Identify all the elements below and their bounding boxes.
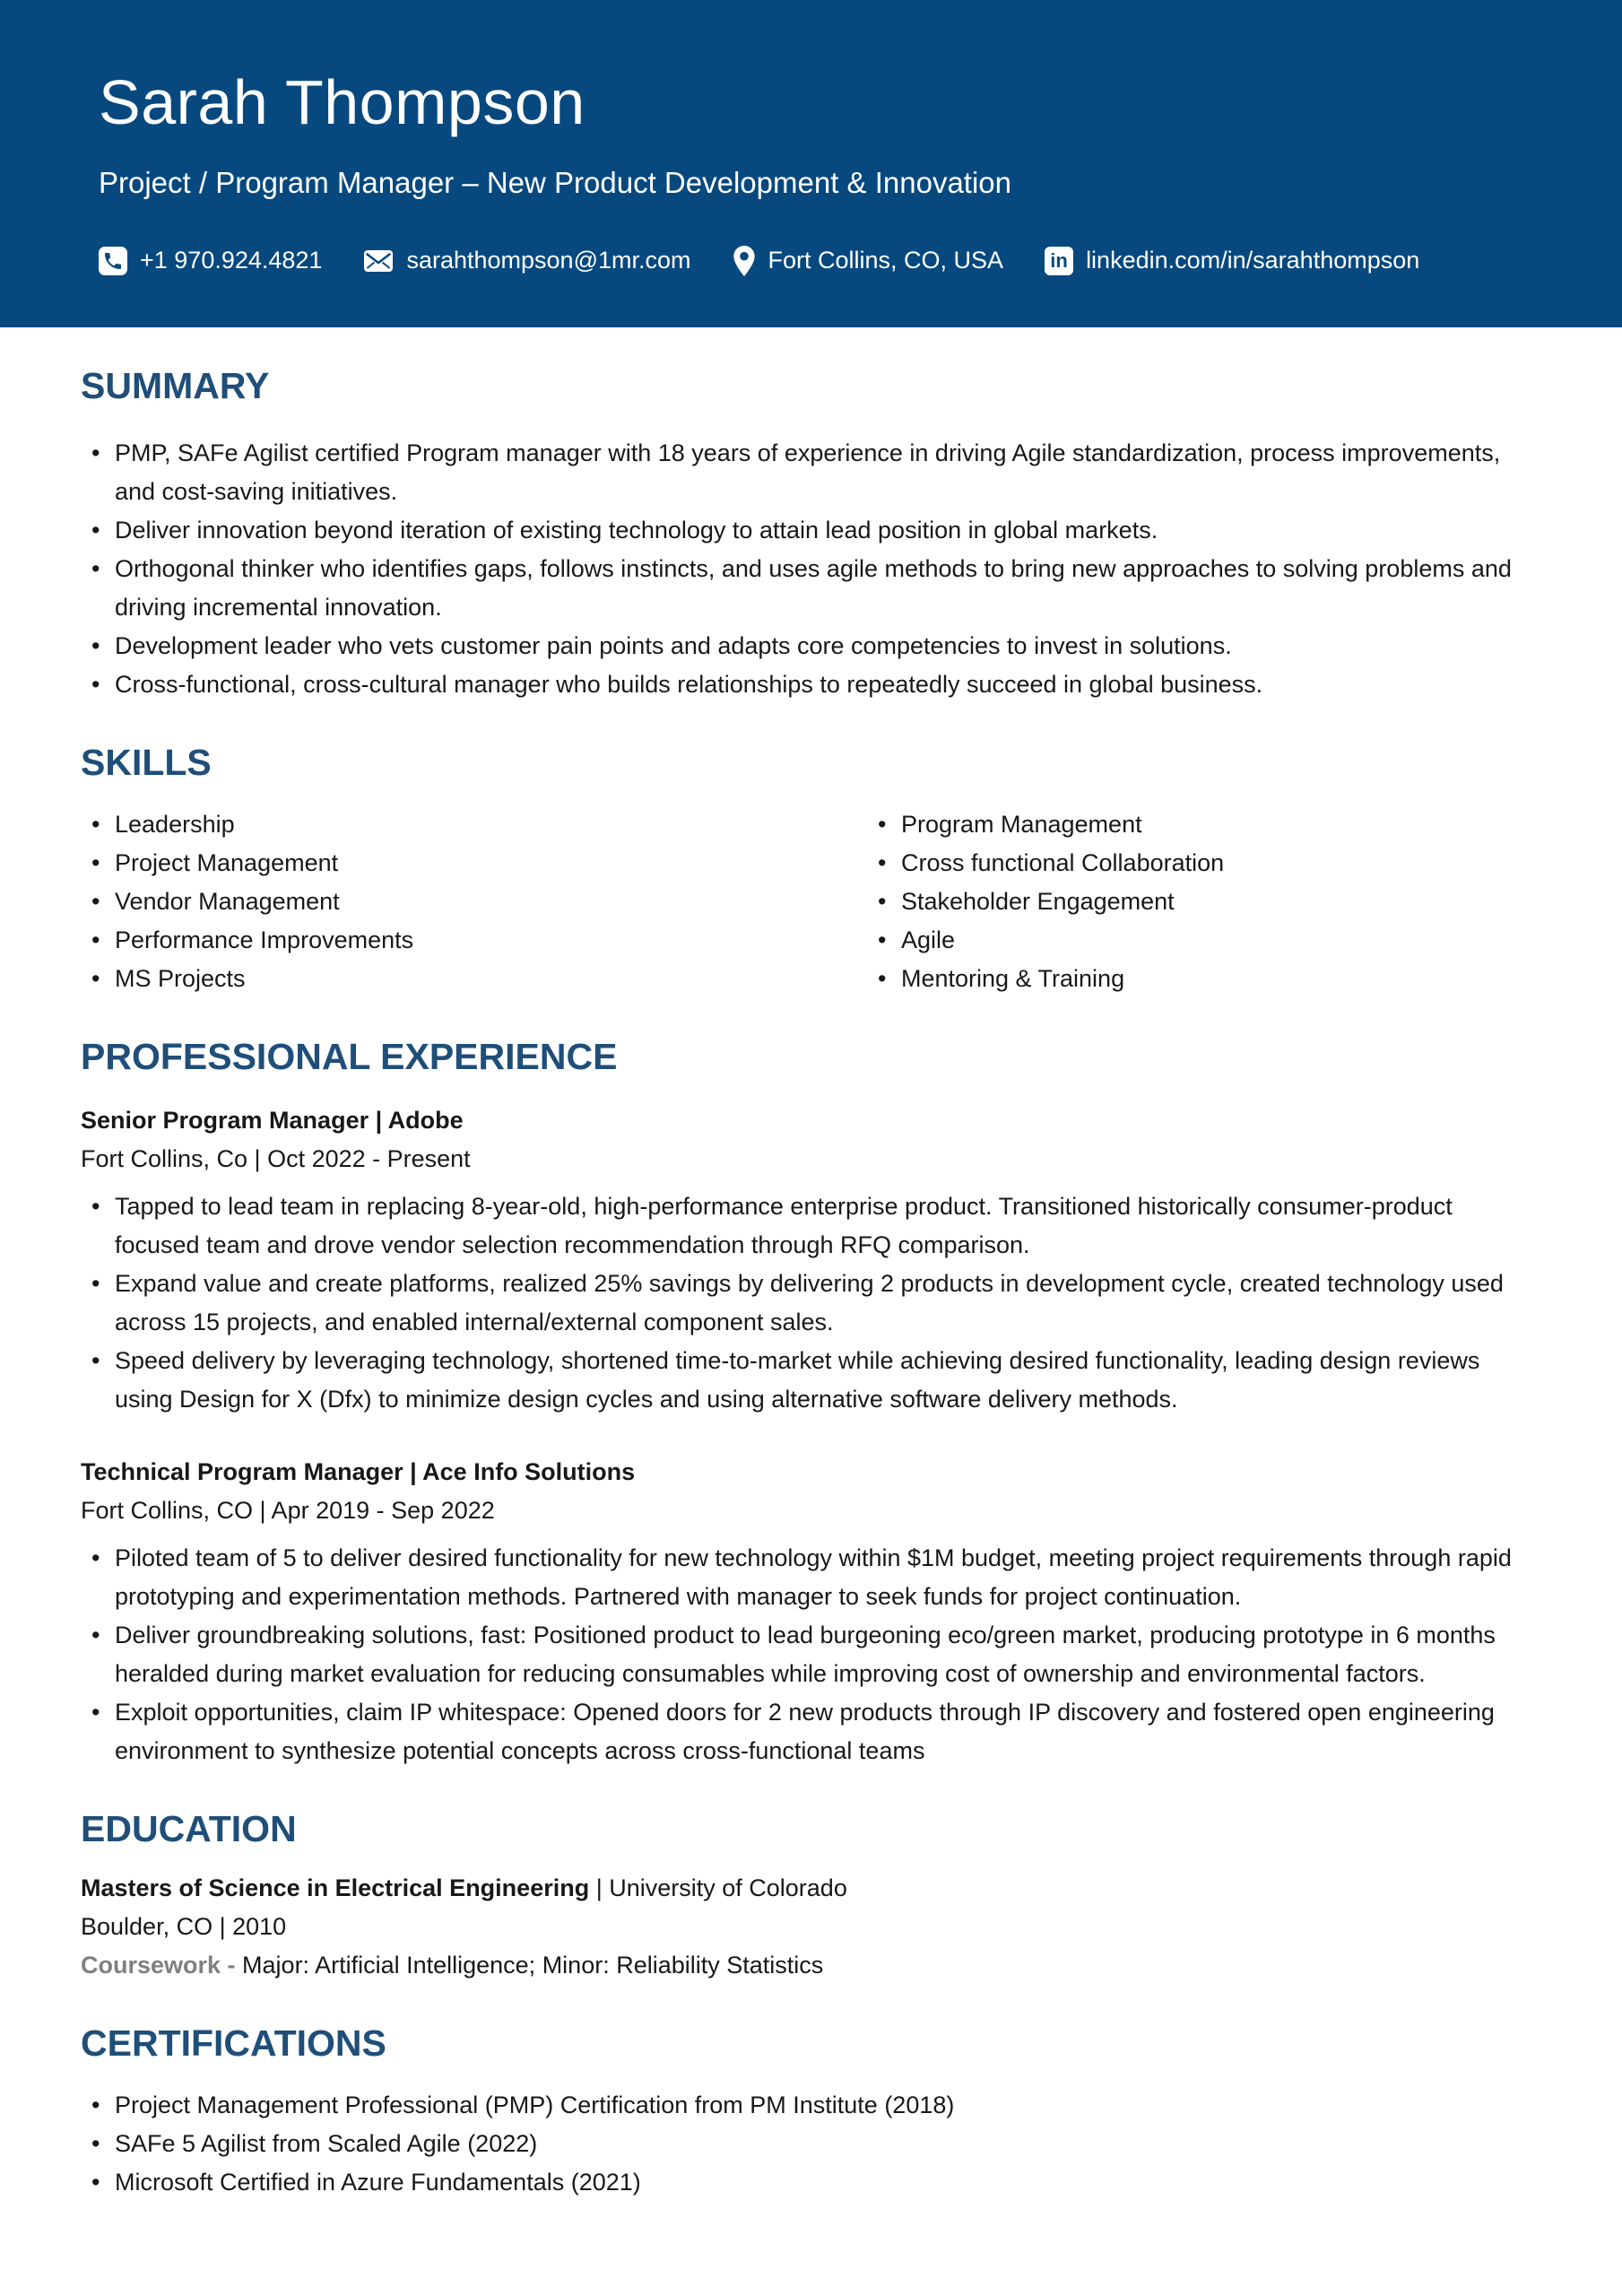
linkedin-url: linkedin.com/in/sarahthompson xyxy=(1086,247,1420,274)
skills-list-right xyxy=(867,805,1537,998)
section-skills xyxy=(81,742,1537,998)
list-item: • Expand value and create platforms, realized 25% savings by delivering 2 products in development cycle, created technology used across 15 projects, and enabled internal/external component sales. xyxy=(115,1265,1537,1342)
email-icon xyxy=(363,249,394,273)
list-item: • Piloted team of 5 to deliver desired functionality for new technology within $1M budget, meeting project requirements through rapid prototyping and experimentation methods. Partnered with manager to seek funds for project continuation. xyxy=(115,1539,1537,1616)
job-entry xyxy=(81,1453,1537,1770)
degree-line xyxy=(81,1869,1537,1908)
job-entry xyxy=(81,1101,1537,1419)
phone-icon xyxy=(99,247,127,275)
skills-list-left xyxy=(81,805,867,998)
list-item: • Stakeholder Engagement xyxy=(901,883,1537,921)
list-item: • Development leader who vets customer pain points and adapts core competencies to invest in solutions. xyxy=(115,627,1537,665)
resume-header xyxy=(0,0,1622,327)
job-meta: Fort Collins, Co | Oct 2022 - Present xyxy=(81,1145,471,1173)
job-title: Senior Program Manager | Adobe xyxy=(81,1107,464,1135)
person-name: Sarah Thompson xyxy=(99,67,585,137)
list-item: • Agile xyxy=(901,921,1537,960)
list-item: • Tapped to lead team in replacing 8-year-old, high-performance enterprise product. Transitioned historically consumer-product focused team and drove vendor selection recommendation through RFQ comparison. xyxy=(115,1187,1537,1265)
list-item: • Leadership xyxy=(115,805,867,844)
skills-heading: SKILLS xyxy=(81,742,212,784)
skills-columns xyxy=(81,805,1537,998)
list-item: • Cross-functional, cross-cultural manager who builds relationships to repeatedly succeed in global business. xyxy=(115,665,1537,704)
job-bullet-list xyxy=(81,1187,1537,1419)
list-item: • Mentoring & Training xyxy=(901,960,1537,998)
degree-school: | University of Colorado xyxy=(589,1874,847,1901)
list-item: • Cross functional Collaboration xyxy=(901,844,1537,883)
list-item: • Performance Improvements xyxy=(115,921,867,960)
list-item: • Deliver groundbreaking solutions, fast: Positioned product to lead burgeoning eco/green market, producing prototype in 6 months heralded during market evaluation for reducing consumables while improving cost of ownership and environmental factors. xyxy=(115,1616,1537,1693)
list-item: • Program Management xyxy=(901,805,1537,844)
contact-email[interactable] xyxy=(363,247,690,274)
coursework-line xyxy=(81,1946,1537,1985)
list-item: • Speed delivery by leveraging technology, shortened time-to-market while achieving desired functionality, leading design reviews using Design for X (Dfx) to minimize design cycles and using alternative software delivery methods. xyxy=(115,1342,1537,1419)
location-text: Fort Collins, CO, USA xyxy=(768,247,1004,274)
certifications-heading: CERTIFICATIONS xyxy=(81,2022,386,2064)
list-item: • Vendor Management xyxy=(115,883,867,921)
education-meta: Boulder, CO | 2010 xyxy=(81,1912,287,1940)
list-item: • PMP, SAFe Agilist certified Program manager with 18 years of experience in driving Agile standardization, process improvements, and cost-saving initiatives. xyxy=(115,434,1537,511)
email-address: sarahthompson@1mr.com xyxy=(406,247,691,274)
coursework-label: Coursework - xyxy=(81,1951,236,1979)
list-item: • Exploit opportunities, claim IP whitespace: Opened doors for 2 new products through IP discovery and fostered open engineering environment to synthesize potential concepts across cross-functional teams xyxy=(115,1693,1537,1770)
certifications-list xyxy=(81,2086,1537,2202)
summary-list xyxy=(81,434,1537,704)
resume-body xyxy=(0,365,1622,2202)
experience-heading: PROFESSIONAL EXPERIENCE xyxy=(81,1036,618,1078)
linkedin-glyph: in xyxy=(1050,248,1068,272)
section-summary xyxy=(81,365,1537,704)
list-item: • Deliver innovation beyond iteration of existing technology to attain lead position in global markets. xyxy=(115,511,1537,550)
section-certifications xyxy=(81,2022,1537,2202)
coursework-text: Major: Artificial Intelligence; Minor: Reliability Statistics xyxy=(235,1951,824,1979)
headline: Project / Program Manager – New Product Development & Innovation xyxy=(99,166,1012,199)
section-experience xyxy=(81,1036,1537,1770)
job-title: Technical Program Manager | Ace Info Solutions xyxy=(81,1458,636,1486)
list-item: • Microsoft Certified in Azure Fundamentals (2021) xyxy=(115,2163,1537,2202)
job-meta: Fort Collins, CO | Apr 2019 - Sep 2022 xyxy=(81,1497,495,1525)
list-item: • SAFe 5 Agilist from Scaled Agile (2022) xyxy=(115,2125,1537,2163)
education-entry xyxy=(81,1869,1537,1985)
summary-heading: SUMMARY xyxy=(81,365,270,406)
phone-number: +1 970.924.4821 xyxy=(140,247,323,274)
contact-phone[interactable] xyxy=(99,247,322,275)
list-item: • Project Management Professional (PMP) Certification from PM Institute (2018) xyxy=(115,2086,1537,2125)
section-education xyxy=(81,1808,1537,1984)
location-pin-icon xyxy=(733,246,756,276)
contact-location xyxy=(733,246,1004,276)
contact-linkedin[interactable] xyxy=(1045,247,1419,275)
list-item: • MS Projects xyxy=(115,960,867,998)
contact-row xyxy=(99,246,1523,276)
degree-name: Masters of Science in Electrical Engineering xyxy=(81,1874,590,1901)
linkedin-icon xyxy=(1045,247,1073,275)
list-item: • Orthogonal thinker who identifies gaps, follows instincts, and uses agile methods to bring new approaches to solving problems and driving incremental innovation. xyxy=(115,550,1537,627)
job-bullet-list xyxy=(81,1539,1537,1770)
list-item: • Project Management xyxy=(115,844,867,883)
education-heading: EDUCATION xyxy=(81,1808,297,1850)
